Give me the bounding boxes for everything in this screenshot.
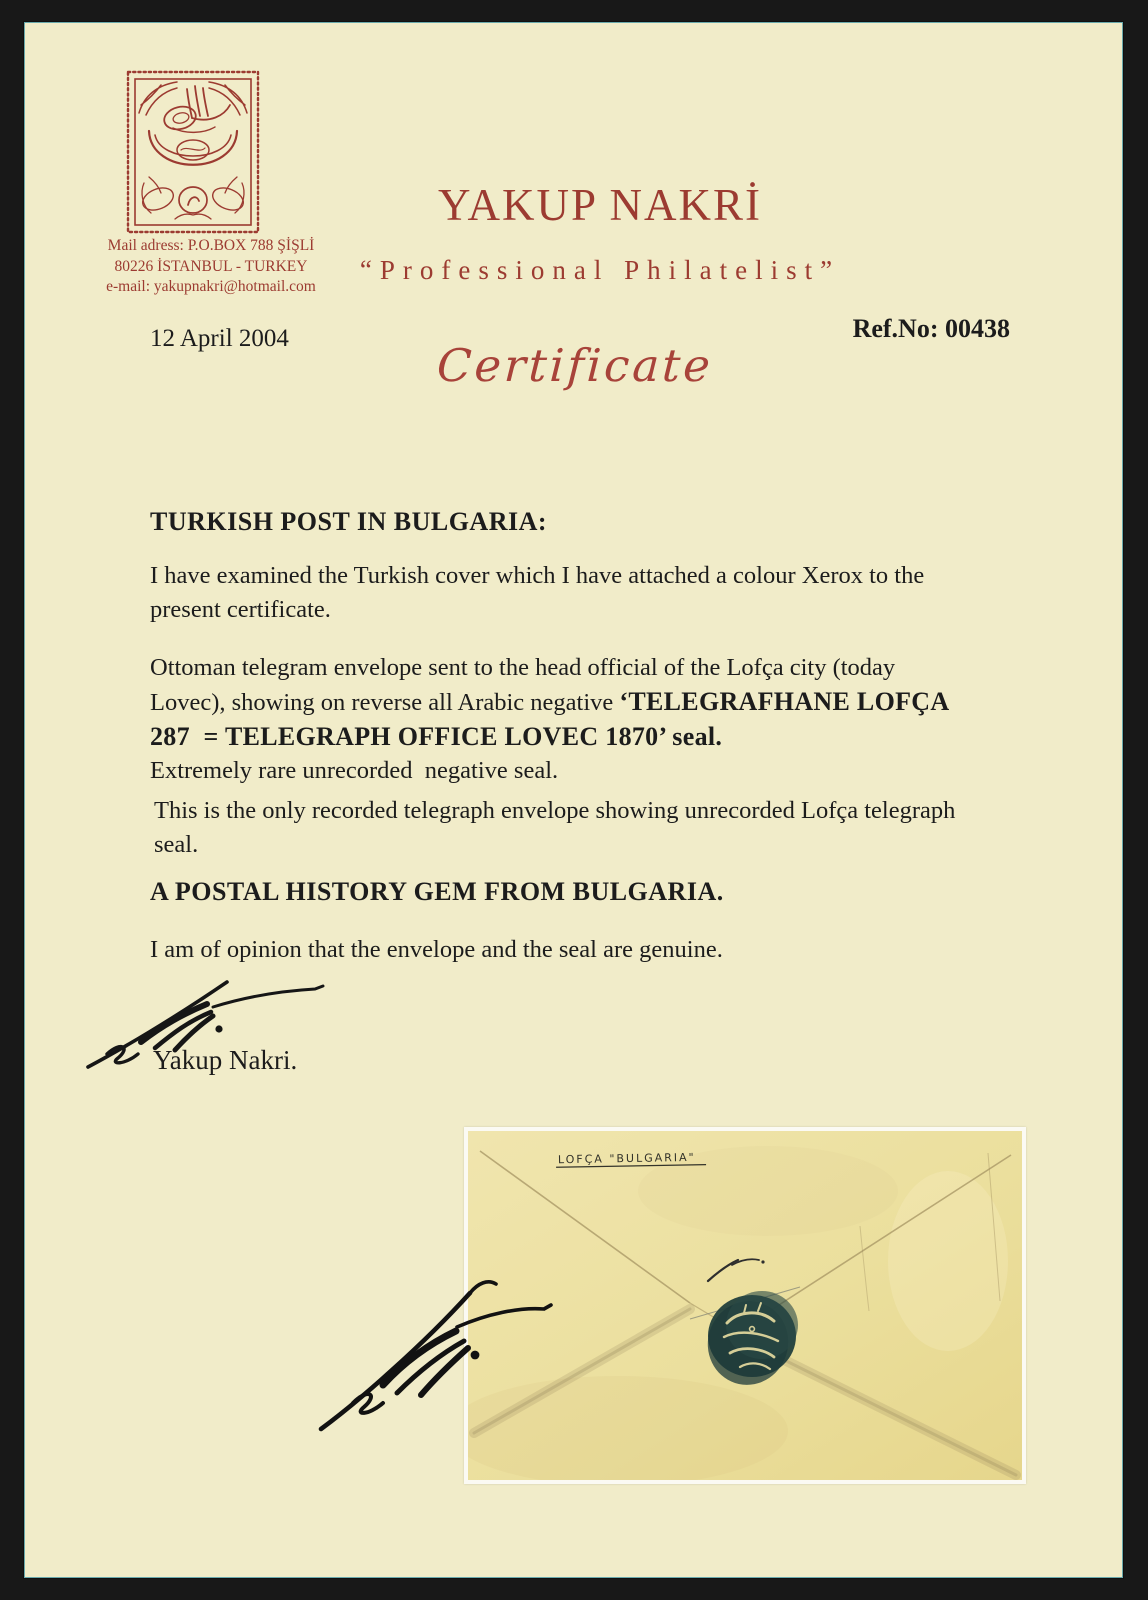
envelope-desc-line4: Extremely rare unrecorded negative seal. (150, 757, 559, 784)
signed-name: Yakup Nakri. (153, 1045, 298, 1075)
paragraph-examined-line1: I have examined the Turkish cover which I have attached a colour Xerox to the (150, 562, 925, 589)
philatelist-name: YAKUP NAKRİ (437, 180, 763, 230)
paragraph-opinion: I am of opinion that the envelope and the seal are genuine. (150, 936, 723, 963)
reference-number: Ref.No: 00438 (852, 314, 1010, 343)
envelope-desc-line3-bold: 287 = TELEGRAPH OFFICE LOVEC 1870’ seal. (150, 722, 723, 751)
paragraph-only-recorded (154, 794, 1039, 862)
expert-signature-ink (85, 969, 330, 1071)
section-heading-postal-gem: A POSTAL HISTORY GEM FROM BULGARIA. (150, 877, 724, 906)
paragraph-examined (150, 559, 1035, 627)
only-recorded-line2: seal. (154, 831, 199, 858)
certificate-date: 12 April 2004 (150, 325, 289, 352)
section-heading-turkish-post: TURKISH POST IN BULGARIA: (150, 507, 548, 536)
ottoman-stamp-logo-icon (125, 69, 261, 235)
only-recorded-line1: This is the only recorded telegraph envelope showing unrecorded Lofça telegraph (154, 797, 956, 824)
paragraph-envelope-description (150, 651, 1035, 788)
contact-line-address: Mail adress: P.O.BOX 788 ŞİŞLİ (107, 237, 315, 254)
envelope-annotation: LOFÇA "BULGARIA" (557, 1150, 696, 1167)
letterhead (320, 179, 880, 286)
document-title: Certificate (435, 339, 715, 392)
contact-line-city: 80226 İSTANBUL - TURKEY (114, 257, 308, 275)
philatelist-tagline: “Professional Philatelist” (359, 255, 841, 285)
envelope-desc-line2-bold: ‘TELEGRAFHANE LOFÇA (619, 687, 950, 716)
contact-block (77, 236, 345, 298)
contact-line-email: e-mail: yakupnakri@hotmail.com (106, 278, 316, 295)
envelope-desc-line2 (150, 685, 1035, 720)
photo-signature-ink (317, 1251, 555, 1433)
envelope-desc-line1: Ottoman telegram envelope sent to the head official of the Lofça city (today (150, 654, 896, 681)
envelope-desc-line2-normal: Lovec), showing on reverse all Arabic negative (150, 689, 620, 716)
paragraph-examined-line2: present certificate. (150, 596, 331, 623)
certificate-page (25, 23, 1122, 1577)
